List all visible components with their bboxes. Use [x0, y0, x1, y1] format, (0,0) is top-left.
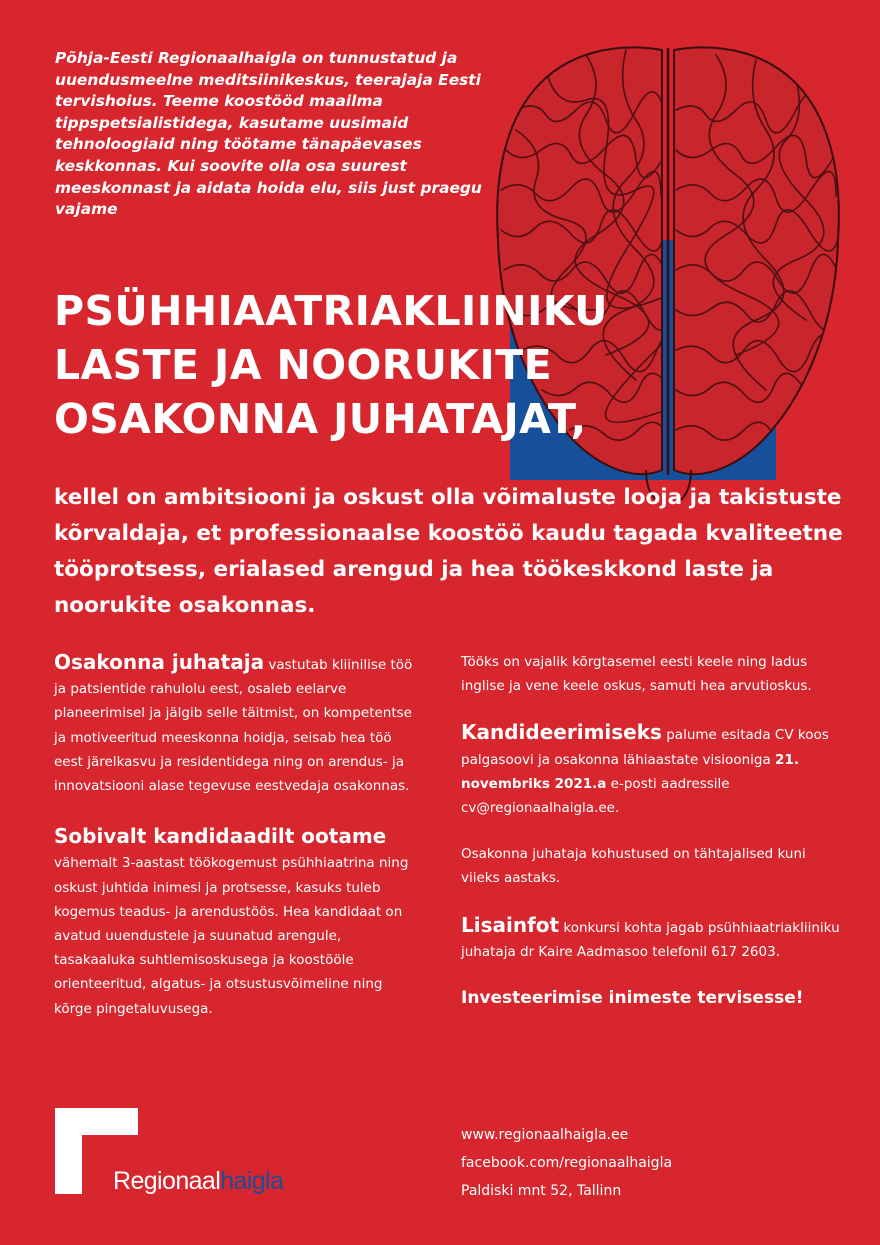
application-text-b: e-posti aadressile cv@regionaalhaigla.ee.: [461, 775, 730, 817]
application-text-a: palume esitada CV koos palgasoovi ja osakonna lähiaastate visiooniga: [461, 727, 829, 768]
info-text: konkursi kohta jagab psühhiaatriakliiniku juhataja dr Kaire Aadmasoo telefonil 617 2603.: [461, 919, 840, 960]
duties-text: vastutab kliinilise töö ja patsientide rahulolu eest, osaleb eelarve planeerimisel ja jälgib selle täitmist, on kompetentse ja motiveeritud meeskonna hoidja, seisab hea töö eest järelkasvu ja residentidega ning on arendus- ja innovatsiooni alase tegevuse eestvedaja osakonnas.: [54, 657, 413, 795]
website-link[interactable]: www.regionaalhaigla.ee: [461, 1127, 629, 1143]
regionaalhaigla-logo: [55, 1108, 325, 1203]
application-paragraph: [461, 720, 841, 820]
application-lead: Kandideerimiseks: [461, 720, 662, 745]
language-paragraph: Tööks on vajalik kõrgtasemel eesti keele ning ladus inglise ja vene keele oskus, samuti hea arvutioskus.: [461, 654, 812, 695]
intro-text: Põhja-Eesti Regionaalhaigla on tunnustatud ja uuendusmeelne meditsiinikeskus, teerajaja Eesti tervishoius. Teeme koostööd maailma tippspetsialistidega, kasutame uusimaid tehnoloogiaid ning töötame tänapäevases keskkonnas. Kui soovite olla osa suurest meeskonnast ja aidata hoida elu, siis just praegu vajame: [55, 49, 482, 219]
requirements-lead: Sobivalt kandidaadilt ootame: [54, 824, 387, 849]
info-lead: Lisainfot: [461, 912, 560, 937]
application-deadline: 21. novembriks 2021.a: [461, 751, 799, 792]
requirements-text: vähemalt 3-aastast töökogemust psühhiaatrina ning oskust juhtida inimesi ja protsesse, kasuks tuleb kogemus teadus- ja arendustöös. Hea kandidaat on avatud uuendustele ja suunatud arengule, tasakaaluka suhtlemisoskusega ja koostööle orienteeritud, algatus- ja otsustusvõimeline ning kõrge pingetaluvusega.: [54, 855, 409, 1017]
closing-slogan: Investeerimise inimeste tervisesse!: [461, 988, 804, 1009]
subheading: kellel on ambitsiooni ja oskust olla võimaluste looja ja takistuste kõrvaldaja, et professionaalse koostöö kaudu tagada kvaliteetne tööprotsess, erialased arengud ja hea töökeskkond laste ja noorukite osakonnas.: [54, 485, 843, 618]
headline-line-3: OSAKONNA JUHATAJAT,: [54, 395, 587, 443]
address-text: Paldiski mnt 52, Tallinn: [461, 1183, 622, 1199]
duties-paragraph: [54, 650, 424, 798]
term-paragraph: Osakonna juhataja kohustused on tähtajalised kuni viieks aastaks.: [461, 846, 806, 887]
headline-line-1: PSÜHHIAATRIAKLIINIKU: [54, 287, 608, 335]
duties-lead: Osakonna juhataja: [54, 650, 265, 674]
requirements-heading-wrap: [54, 824, 424, 851]
page-title: [54, 284, 814, 446]
contact-list: [461, 1121, 672, 1205]
right-column: [461, 650, 841, 1010]
facebook-link[interactable]: facebook.com/regionaalhaigla: [461, 1155, 673, 1171]
logo-text-white: Regionaal: [113, 1167, 221, 1195]
logo-text-blue: haigla: [220, 1167, 284, 1195]
headline-line-2: LASTE JA NOORUKITE: [54, 341, 552, 389]
info-paragraph: [461, 913, 841, 964]
left-column: [54, 650, 424, 1021]
logo-wordmark: [113, 1164, 283, 1198]
